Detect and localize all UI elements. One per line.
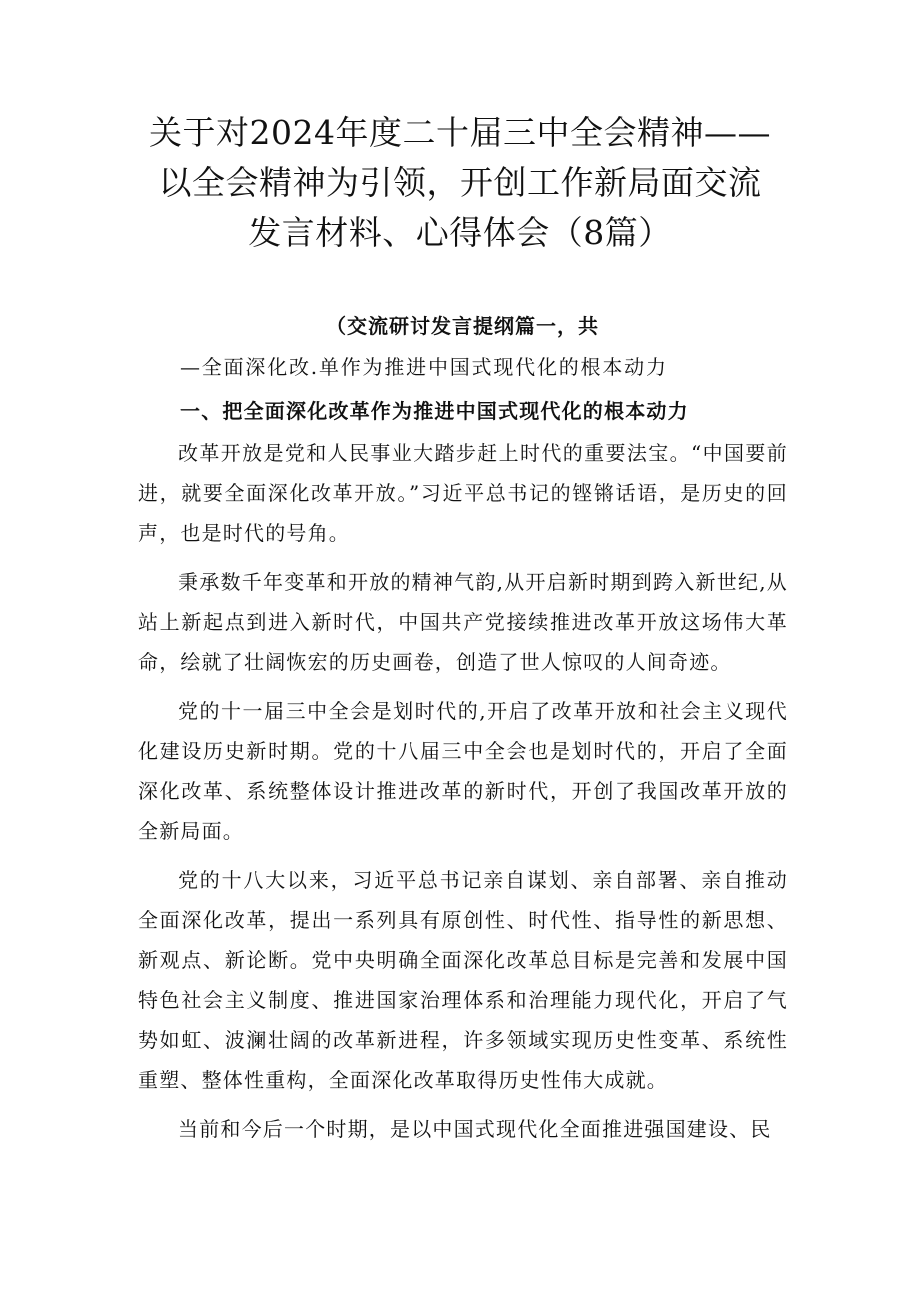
paragraph: 党的十八大以来，习近平总书记亲自谋划、亲自部署、亲自推动全面深化改革，提出一系列具有原创性、时代性、指导性的新思想、新观点、新论断。党中央明确全面深化改革总目标是完善和发展中国特色社会主义制度、推进国家治理体系和治理能力现代化，开启了气势如虹、波澜壮阔的改革新进程，许多领域实现历史性变革、系统性重塑、整体性重构，全面深化改革取得历史性伟大成就。	[138, 868, 788, 1092]
title-line-1: 关于对2024年度二十届三中全会精神——	[149, 113, 771, 152]
subheading-part-one: （交流研讨发言提纲篇一，共	[326, 314, 599, 338]
subheading-theme: —全面深化改.单作为推进中国式现代化的根本动力	[180, 355, 668, 379]
paragraph: 当前和今后一个时期，是以中国式现代化全面推进强国建设、民	[178, 1117, 772, 1141]
body-text	[138, 433, 788, 1158]
paragraph: 改革开放是党和人民事业大踏步赶上时代的重要法宝。“中国要前进，就要全面深化改革开放。”习近平总书记的铿锵话语，是历史的回声，也是时代的号角。	[138, 441, 788, 545]
section-heading: 一、把全面深化改革作为推进中国式现代化的根本动力	[180, 399, 689, 423]
paragraph: 党的十一届三中全会是划时代的,开启了改革开放和社会主义现代化建设历史新时期。党的十八届三中全会也是划时代的，开启了全面深化改革、系统整体设计推进改革的新时代，开创了我国改革开放的全新局面。	[138, 699, 788, 843]
title-line-2: 以全会精神为引领，开创工作新局面交流	[158, 163, 762, 202]
title-line-3: 发言材料、心得体会（8篇）	[248, 213, 672, 252]
paragraph: 秉承数千年变革和开放的精神气韵,从开启新时期到跨入新世纪,从站上新起点到进入新时代，中国共产党接续推进改革开放这场伟大革命，绘就了壮阔恢宏的历史画卷，创造了世人惊叹的人间奇迹。	[138, 570, 788, 674]
document-title	[60, 108, 860, 258]
